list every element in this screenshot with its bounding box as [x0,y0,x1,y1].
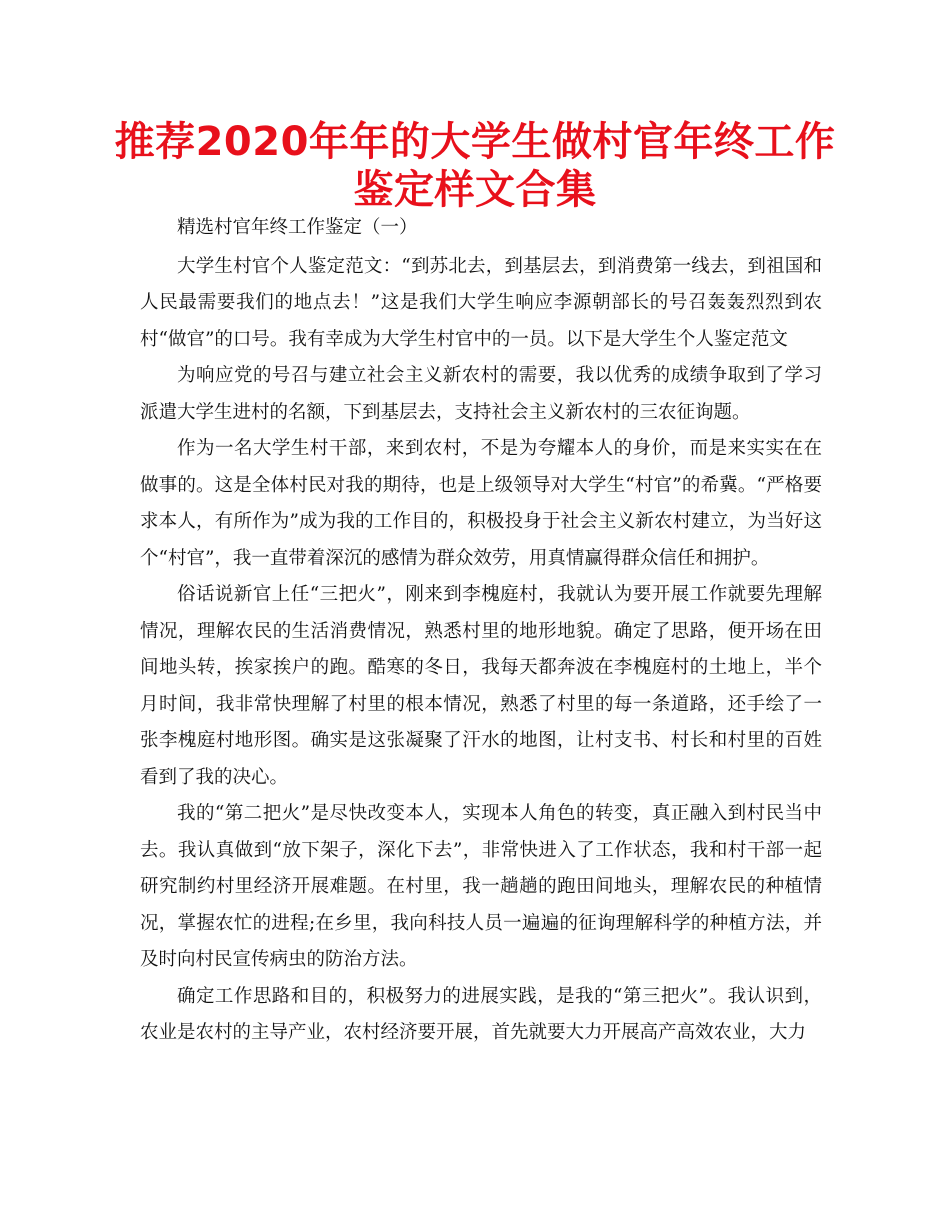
paragraph: 作为一名大学生村干部，来到农村，不是为夸耀本人的身价，而是来实实在在做事的。这是全体村民对我的期待，也是上级领导对大学生“村官”的希冀。“严格要求本人，有所作为”成为我的工作目的，积极投身于社会主义新农村建立，为当好这个“村官”，我一直带着深沉的感情为群众效劳，用真情赢得群众信任和拥护。 [140,438,822,569]
paragraph: 为响应党的号召与建立社会主义新农村的需要，我以优秀的成绩争取到了学习派遣大学生进村的名额，下到基层去，支持社会主义新农村的三农征询题。 [140,365,822,423]
section-heading: 精选村官年终工作鉴定（一） [177,217,418,238]
paragraph: 我的“第二把火”是尽快改变本人，实现本人角色的转变，真正融入到村民当中去。我认真做到“放下架子，深化下去”，非常快进入了工作状态，我和村干部一起研究制约村里经济开展难题。在村里，我一趟趟的跑田间地头，理解农民的种植情况，掌握农忙的进程;在乡里，我向科技人员一遍遍的征询理解科学的种植方法，并及时向村民宣传病虫的防治方法。 [140,803,822,970]
document-title: 推荐2020年年的大学生做村官年终工作鉴定样文合集 [114,119,836,213]
paragraph: 确定工作思路和目的，积极努力的进展实践，是我的“第三把火”。我认识到，农业是农村的主导产业，农村经济要开展，首先就要大力开展高产高效农业，大力 [140,985,822,1043]
paragraph: 大学生村官个人鉴定范文：“到苏北去，到基层去，到消费第一线去，到祖国和人民最需要我们的地点去！”这是我们大学生响应李源朝部长的号召轰轰烈烈到农村“做官”的口号。我有幸成为大学生村官中的一员。以下是大学生个人鉴定范文 [140,255,822,350]
paragraph: 俗话说新官上任“三把火”，刚来到李槐庭村，我就认为要开展工作就要先理解情况，理解农民的生活消费情况，熟悉村里的地形地貌。确定了思路，便开场在田间地头转，挨家挨户的跑。酷寒的冬日，我每天都奔波在李槐庭村的土地上，半个月时间，我非常快理解了村里的根本情况，熟悉了村里的每一条道路，还手绘了一张李槐庭村地形图。确实是这张凝聚了汗水的地图，让村支书、村长和村里的百姓看到了我的决心。 [140,584,822,788]
document-body [140,210,822,1052]
